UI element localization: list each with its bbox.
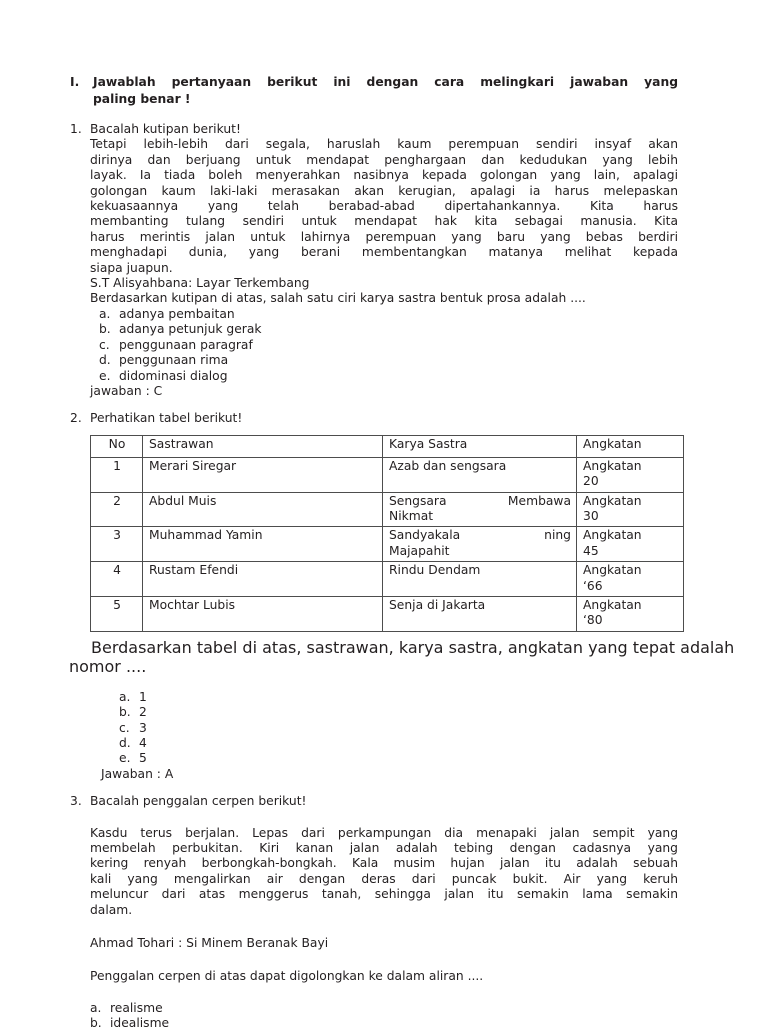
table-header-karya: Karya Sastra	[383, 435, 577, 457]
cell-angkatan-line: Angkatan	[583, 597, 642, 612]
excerpt-line: meluncur dari atas menggerus tanah, sehingga jalan itu semakin lama semakin	[90, 887, 678, 902]
cell-angkatan-line: 30	[583, 508, 599, 523]
excerpt-line: dalam.	[90, 902, 133, 917]
cell-karya-line: Azab dan sengsara	[389, 458, 507, 473]
sastrawan-table	[90, 435, 684, 632]
section-heading	[70, 74, 678, 108]
question-1-body	[90, 122, 678, 399]
cell-sastrawan: Abdul Muis	[143, 492, 383, 527]
excerpt-line: kering renyah berbongkah-bongkah. Kala musim hujan jalan itu adalah sebuah	[90, 856, 678, 871]
cell-no: 3	[91, 527, 143, 562]
cell-angkatan-line: Angkatan	[583, 493, 642, 508]
option-item[interactable]	[90, 1001, 678, 1016]
option-item[interactable]	[119, 721, 678, 736]
cell-no: 5	[91, 596, 143, 631]
table-row	[91, 562, 684, 597]
option-item[interactable]	[119, 736, 678, 751]
question-2	[70, 411, 678, 631]
section-title-line-1: Jawablah pertanyaan berikut ini dengan cara melingkari jawaban yang	[93, 75, 678, 89]
cell-angkatan-line: 45	[583, 543, 599, 558]
question-3-options	[90, 1001, 678, 1032]
question-2-number: 2.	[70, 411, 82, 426]
option-letter: a.	[90, 1000, 102, 1015]
option-item[interactable]	[119, 690, 678, 705]
question-3-prompt: Penggalan cerpen di atas dapat digolongkan ke dalam aliran ....	[90, 969, 484, 984]
cell-angkatan	[577, 596, 684, 631]
cell-karya-line: Rindu Dendam	[389, 563, 481, 578]
cell-sastrawan: Muhammad Yamin	[143, 527, 383, 562]
question-1-options	[99, 307, 678, 384]
excerpt-line: Tetapi lebih-lebih dari segala, haruslah kaum perempuan sendiri insyaf akan	[90, 137, 678, 152]
table-header-row	[91, 435, 684, 457]
question-2-answer: Jawaban : A	[101, 766, 174, 781]
option-item[interactable]	[119, 751, 678, 766]
cell-angkatan-line: Angkatan	[583, 563, 642, 578]
table-header-no: No	[91, 435, 143, 457]
option-item[interactable]	[99, 307, 678, 322]
question-2-prompt	[69, 637, 735, 676]
option-letter: c.	[119, 720, 130, 735]
excerpt-line: kekuasaannya yang telah berabad-abad dipertahankannya. Kita harus	[90, 199, 678, 214]
excerpt-line: membanting tulang sendiri untuk mendapat hak kita sebagai manusia. Kita	[90, 214, 678, 229]
option-letter: e.	[119, 751, 131, 766]
excerpt-line: membelah perbukitan. Kiri kanan jalan adalah tebing dengan cadasnya yang	[90, 841, 678, 856]
question-3	[70, 794, 678, 1031]
option-letter: e.	[99, 368, 111, 383]
excerpt-line: menghadapi dunia, yang berani membentangkan matanya melihat kepada	[90, 245, 678, 260]
question-1-excerpt	[90, 137, 678, 276]
cell-karya-line: Sengsara Membawa	[389, 493, 571, 508]
excerpt-line: Kasdu terus berjalan. Lepas dari perkampungan dia menapaki jalan sempit yang	[90, 825, 678, 840]
cell-karya-line: Sandyakala ning	[389, 528, 571, 543]
table-header-angkatan: Angkatan	[577, 435, 684, 457]
option-label: didominasi dialog	[119, 368, 228, 383]
table-row	[91, 492, 684, 527]
table-row	[91, 596, 684, 631]
cell-angkatan-line: 20	[583, 474, 599, 489]
option-label: penggunaan paragraf	[119, 337, 253, 352]
cell-sastrawan: Merari Siregar	[143, 457, 383, 492]
option-label: 5	[139, 751, 147, 766]
question-2-prompt-line-1: Berdasarkan tabel di atas, sastrawan, karya sastra, angkatan yang tepat adalah	[91, 637, 735, 657]
cell-angkatan-line: ‘66	[583, 578, 603, 593]
question-2-body	[90, 411, 684, 631]
excerpt-line: golongan kaum laki-laki merasakan akan kerugian, apalagi ia harus melepaskan	[90, 183, 678, 198]
option-label: idealisme	[110, 1016, 170, 1031]
cell-angkatan-line: Angkatan	[583, 528, 642, 543]
section-numeral: I.	[70, 75, 80, 89]
cell-angkatan-line: ‘80	[583, 613, 603, 628]
cell-karya-line: Nikmat	[389, 508, 434, 523]
cell-karya	[383, 596, 577, 631]
table-row	[91, 527, 684, 562]
cell-angkatan-line: Angkatan	[583, 458, 642, 473]
option-label: 4	[139, 736, 147, 750]
question-2-prompt-line-2: nomor ....	[69, 656, 147, 676]
question-1-number: 1.	[70, 122, 82, 136]
excerpt-line: dirinya dan berjuang untuk mendapat penghargaan dan kedudukan yang lebih	[90, 152, 678, 167]
cell-no: 2	[91, 492, 143, 527]
option-item[interactable]	[99, 322, 678, 337]
cell-karya	[383, 527, 577, 562]
cell-karya-line: Majapahit	[389, 543, 450, 558]
question-1-instruction: Bacalah kutipan berikut!	[90, 122, 241, 136]
cell-karya-line: Senja di Jakarta	[389, 597, 486, 612]
option-label: penggunaan rima	[119, 353, 229, 368]
question-1-answer: jawaban : C	[90, 383, 163, 398]
cell-karya	[383, 457, 577, 492]
excerpt-line: kali yang mengalirkan air dengan deras dari puncak bukit. Air yang keruh	[90, 871, 678, 886]
cell-karya	[383, 492, 577, 527]
cell-angkatan	[577, 492, 684, 527]
option-letter: b.	[119, 705, 131, 720]
question-3-body	[90, 794, 678, 1031]
question-2-options	[119, 690, 678, 767]
option-item[interactable]	[99, 338, 678, 353]
cell-angkatan	[577, 527, 684, 562]
document-body	[69, 74, 735, 1032]
cell-no: 4	[91, 562, 143, 597]
question-3-excerpt	[90, 826, 678, 918]
option-item[interactable]	[99, 353, 678, 368]
option-letter: c.	[99, 337, 110, 352]
option-label: 3	[139, 720, 147, 735]
option-label: realisme	[110, 1000, 163, 1015]
excerpt-line: harus merintis jalan untuk lahirnya perempuan yang baru yang bebas berdiri	[90, 229, 678, 244]
question-2-instruction: Perhatikan tabel berikut!	[90, 411, 243, 426]
option-letter: b.	[90, 1016, 102, 1031]
question-1	[70, 122, 678, 399]
cell-angkatan	[577, 562, 684, 597]
option-item[interactable]	[119, 705, 678, 720]
question-3-number: 3.	[70, 794, 82, 809]
question-1-source: S.T Alisyahbana: Layar Terkembang	[90, 276, 310, 291]
section-title-line-2: paling benar !	[93, 92, 191, 106]
option-letter: d.	[119, 736, 131, 750]
question-3-instruction: Bacalah penggalan cerpen berikut!	[90, 794, 307, 809]
excerpt-line: layak. Ia tiada boleh menyerahkan nasibnya kepada golongan yang lain, apalagi	[90, 168, 678, 183]
option-letter: a.	[119, 689, 131, 704]
cell-sastrawan: Rustam Efendi	[143, 562, 383, 597]
option-letter: d.	[99, 353, 111, 368]
cell-no: 1	[91, 457, 143, 492]
question-1-prompt: Berdasarkan kutipan di atas, salah satu ciri karya sastra bentuk prosa adalah ....	[90, 291, 586, 306]
option-label: adanya pembaitan	[119, 306, 235, 321]
section-title	[93, 74, 678, 108]
option-letter: a.	[99, 306, 111, 321]
option-letter: b.	[99, 322, 111, 337]
cell-angkatan	[577, 457, 684, 492]
option-label: 1	[139, 689, 147, 704]
question-3-source: Ahmad Tohari : Si Minem Beranak Bayi	[90, 936, 329, 951]
cell-sastrawan: Mochtar Lubis	[143, 596, 383, 631]
excerpt-line: siapa juapun.	[90, 260, 173, 275]
cell-karya	[383, 562, 577, 597]
option-label: adanya petunjuk gerak	[119, 322, 262, 337]
table-header-sastrawan: Sastrawan	[143, 435, 383, 457]
table-row	[91, 457, 684, 492]
option-label: 2	[139, 705, 147, 720]
option-item[interactable]	[99, 369, 678, 384]
